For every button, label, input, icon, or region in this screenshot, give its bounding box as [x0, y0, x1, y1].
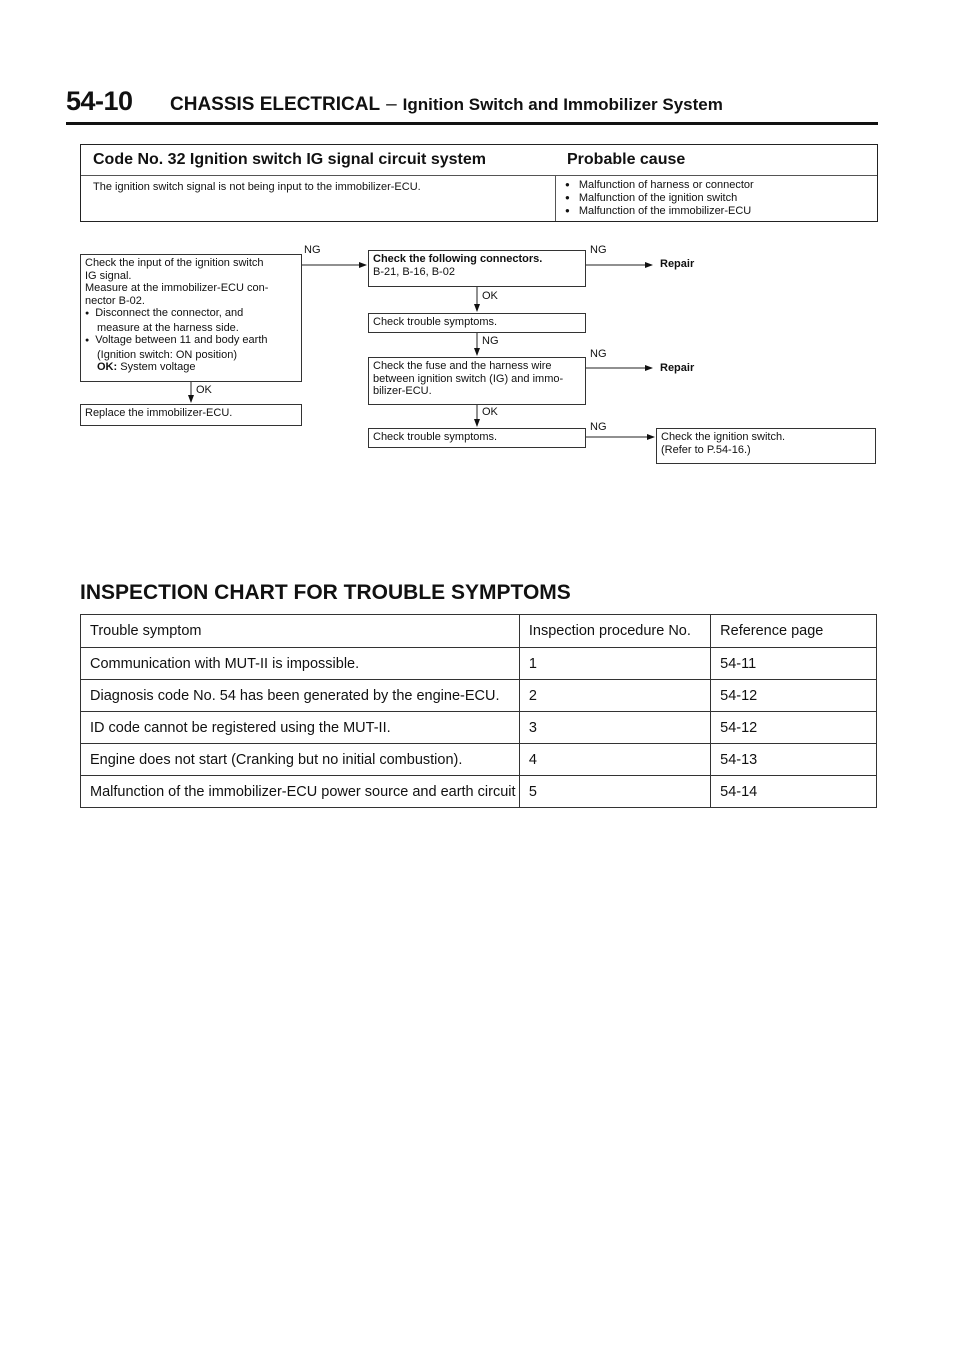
ok-label: OK [196, 384, 212, 396]
ok-label: OK [482, 290, 498, 302]
ng-label: NG [590, 348, 607, 360]
ok-label: OK [482, 406, 498, 418]
step1-bullet [85, 334, 297, 361]
flow-check-ignition-switch [656, 428, 876, 464]
probable-cause-title: Probable cause [567, 151, 686, 168]
chapter-name: CHASSIS ELECTRICAL [170, 94, 381, 115]
ng-label: NG [482, 335, 499, 347]
flow-check-symptoms-1: Check trouble symptoms. [368, 313, 586, 333]
procedure-cell: 1 [519, 648, 710, 680]
step1-line: Check the input of the ignition switch [85, 257, 264, 269]
repair-label: Repair [660, 258, 695, 270]
ignition-line: Check the ignition switch. [661, 431, 786, 443]
page-cell: 54-12 [711, 680, 877, 712]
title-dash: – [386, 94, 397, 115]
fuse-line: between ignition switch (IG) and immo- [373, 372, 564, 385]
ok-text: System voltage [120, 361, 196, 373]
symptom-cell: ID code cannot be registered using the MUT-II. [81, 712, 520, 744]
step1-bullet-text: Voltage between 11 and body earth [95, 334, 268, 346]
ng-label: NG [590, 421, 607, 433]
connectors-list: B-21, B-16, B-02 [373, 265, 455, 278]
code-title: Code No. 32 Ignition switch IG signal circuit system [93, 151, 486, 168]
step1-bullet [85, 307, 297, 334]
procedure-cell: 4 [519, 744, 710, 776]
fuse-line: Check the fuse and the harness wire [373, 360, 552, 372]
cause-item: ● Malfunction of the immobilizer-ECU [565, 205, 754, 218]
flow-check-connectors [368, 250, 586, 287]
ng-label: NG [590, 244, 607, 256]
ng-label: NG [304, 244, 321, 256]
flow-step-check-ig-signal [80, 254, 302, 382]
step1-bullet-text: Disconnect the connector, and [95, 307, 244, 319]
procedure-cell: 5 [519, 776, 710, 808]
header-procedure-no: Inspection procedure No. [519, 615, 710, 648]
flow-check-fuse-harness [368, 357, 586, 405]
step1-line: nector B-02. [85, 294, 145, 307]
symptom-cell: Communication with MUT-II is impossible. [81, 648, 520, 680]
step1-bullet-text: (Ignition switch: ON position) [97, 348, 237, 361]
inspection-chart-title: INSPECTION CHART FOR TROUBLE SYMPTOMS [80, 581, 571, 604]
code-description: The ignition switch signal is not being input to the immobilizer-ECU. [93, 181, 421, 193]
step1-bullet-text: measure at the harness side. [97, 321, 239, 334]
symptom-cell: Malfunction of the immobilizer-ECU power source and earth circuit [81, 776, 520, 808]
inspection-table [80, 614, 877, 808]
symptom-cell: Engine does not start (Cranking but no initial combustion). [81, 744, 520, 776]
procedure-cell: 2 [519, 680, 710, 712]
step1-line: Measure at the immobilizer-ECU con- [85, 282, 269, 294]
repair-label: Repair [660, 362, 695, 374]
table-row [81, 648, 877, 680]
header-reference-page: Reference page [711, 615, 877, 648]
procedure-cell: 3 [519, 712, 710, 744]
ignition-line: (Refer to P.54-16.) [661, 443, 751, 456]
table-row [81, 712, 877, 744]
step1-ok-condition [85, 361, 297, 374]
table-row [81, 680, 877, 712]
header-trouble-symptom: Trouble symptom [81, 615, 520, 648]
section-name: Ignition Switch and Immobilizer System [402, 95, 723, 114]
page-cell: 54-11 [711, 648, 877, 680]
table-row [81, 744, 877, 776]
flow-check-symptoms-2: Check trouble symptoms. [368, 428, 586, 448]
page-cell: 54-14 [711, 776, 877, 808]
connectors-title: Check the following connectors. [373, 253, 543, 265]
step1-line: IG signal. [85, 269, 132, 282]
cause-item: ● Malfunction of the ignition switch [565, 192, 754, 205]
fuse-line: bilizer-ECU. [373, 385, 432, 397]
ok-label: OK: [97, 361, 118, 373]
page-number: 54-10 [66, 86, 133, 116]
cause-item: ● Malfunction of harness or connector [565, 179, 754, 192]
flow-replace-ecu: Replace the immobilizer-ECU. [80, 404, 302, 426]
table-row [81, 776, 877, 808]
page-cell: 54-12 [711, 712, 877, 744]
page-cell: 54-13 [711, 744, 877, 776]
step1-bullets [85, 307, 297, 361]
symptom-cell: Diagnosis code No. 54 has been generated by the engine-ECU. [81, 680, 520, 712]
table-header-row [81, 615, 877, 648]
